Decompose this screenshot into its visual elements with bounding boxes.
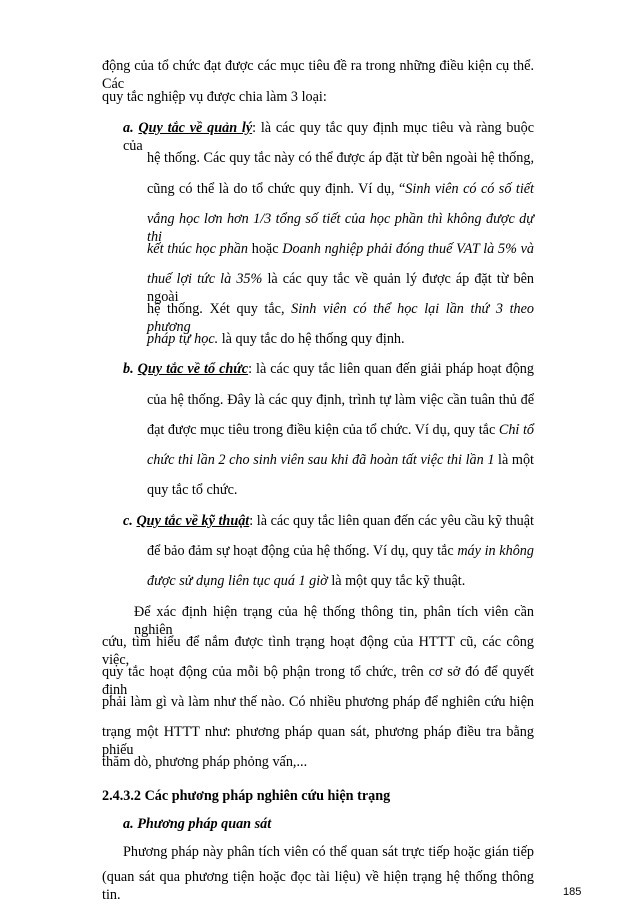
item-a-line-1-rest: : là các quy tắc quy định mục tiêu và ràng buộc của: [123, 120, 534, 154]
item-c-line-1: [123, 512, 534, 530]
para2-line-3: quy tắc hoạt động của mỗi bộ phận trong tổ chức, trên cơ sở đó để quyết định: [102, 664, 534, 698]
item-c-line-2: để bảo đảm sự hoạt động của hệ thống. Ví dụ, quy tắc máy in không: [147, 543, 534, 559]
item-a-term: Quy tắc về quản lý: [138, 120, 253, 136]
item-c-line-3: được sử dụng liên tục quá 1 giờ là một quy tắc kỹ thuật.: [147, 573, 466, 589]
item-b-label: b.: [123, 361, 134, 377]
intro-line-2: quy tắc nghiệp vụ được chia làm 3 loại:: [102, 89, 327, 105]
item-b-line-5: quy tắc tổ chức.: [147, 482, 238, 498]
item-b-line-1: [123, 360, 534, 378]
item-c-label: c.: [123, 513, 133, 529]
item-a-line-6: thuế lợi tức là 35% là các quy tắc về quản lý được áp đặt từ bên ngoài: [147, 271, 535, 305]
item-c-line-1-rest: : là các quy tắc liên quan đến các yêu cầu kỹ thuật: [249, 513, 534, 529]
item-a-line-5: kết thúc học phần hoặc Doanh nghiệp phải đóng thuế VAT là 5% và: [147, 241, 534, 257]
item-a-line-3: cũng có thể là do tổ chức quy định. Ví dụ, “Sinh viên có có số tiết: [147, 181, 535, 197]
para3-line-1: Phương pháp này phân tích viên có thể quan sát trực tiếp hoặc gián tiếp: [123, 844, 534, 860]
item-b-line-1-rest: : là các quy tắc liên quan đến giải pháp hoạt động: [248, 361, 534, 377]
para2-line-1: Để xác định hiện trạng của hệ thống thông tin, phân tích viên cần nghiên: [134, 604, 534, 638]
item-b-line-3: đạt được mục tiêu trong điều kiện của tổ chức. Ví dụ, quy tắc Chỉ tổ: [147, 422, 534, 438]
item-c-term: Quy tắc về kỹ thuật: [136, 513, 250, 529]
para2-line-5: trạng một HTTT như: phương pháp quan sát, phương pháp điều tra bằng phiếu: [102, 724, 534, 758]
intro-line-1: động của tổ chức đạt được các mục tiêu đề ra trong những điều kiện cụ thể. Các: [102, 58, 534, 92]
para2-line-6: thăm dò, phương pháp phỏng vấn,...: [102, 754, 308, 770]
item-a-label: a.: [123, 120, 134, 136]
page-number: 185: [563, 886, 582, 898]
item-b-line-4: chức thi lần 2 cho sinh viên sau khi đã hoàn tất việc thi lần 1 là một: [147, 452, 534, 468]
para3-line-2: (quan sát qua phương tiện hoặc đọc tài liệu) về hiện trạng hệ thống thông tin.: [102, 869, 534, 903]
item-a-line-7: hệ thống. Xét quy tắc, Sinh viên có thể học lại lần thứ 3 theo phương: [147, 301, 534, 335]
item-b-term: Quy tắc về tổ chức: [137, 361, 249, 377]
item-a-line-4: vắng học lơn hơn 1/3 tổng số tiết của học phần thì không được dự thi: [147, 211, 534, 245]
section-heading: 2.4.3.2 Các phương pháp nghiên cứu hiện trạng: [102, 788, 391, 804]
item-a-line-2: hệ thống. Các quy tắc này có thể được áp đặt từ bên ngoài hệ thống,: [147, 150, 534, 166]
item-b-line-2: của hệ thống. Đây là các quy định, trình tự làm việc cần tuân thủ để: [147, 392, 534, 408]
subsection-heading: a. Phương pháp quan sát: [123, 816, 272, 832]
item-a-line-8: pháp tự học. là quy tắc do hệ thống quy định.: [147, 331, 405, 347]
para2-line-4: phải làm gì và làm như thế nào. Có nhiều phương pháp để nghiên cứu hiện: [102, 694, 534, 710]
para2-line-2: cứu, tìm hiểu để nắm được tình trạng hoạt động của HTTT cũ, các công việc,: [102, 634, 534, 668]
